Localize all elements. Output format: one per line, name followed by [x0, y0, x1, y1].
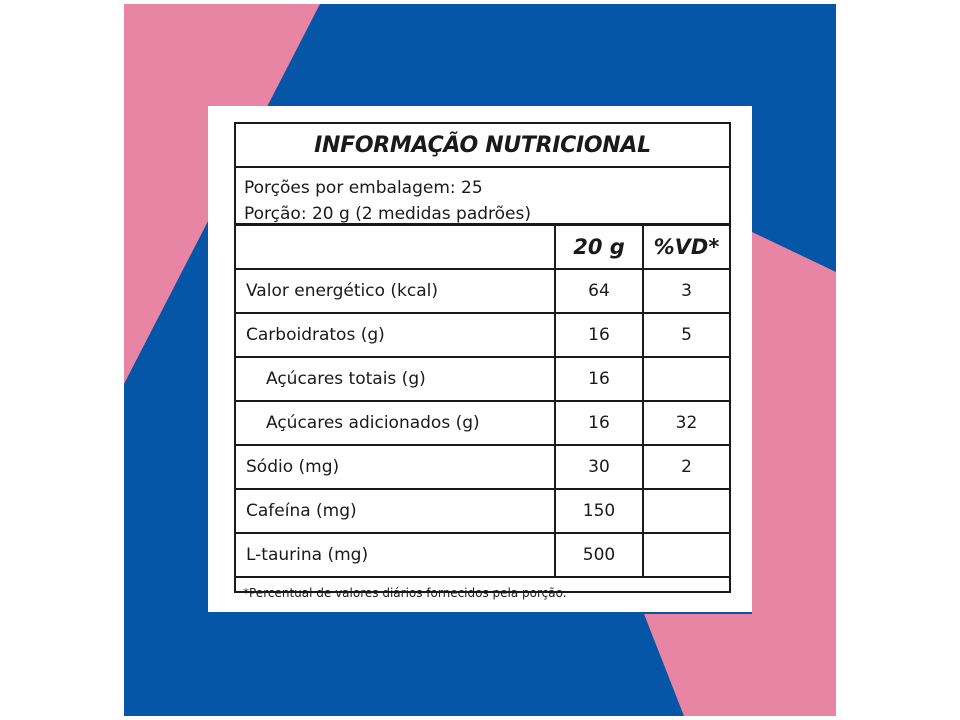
nutrient-name: Sódio (mg) — [246, 457, 340, 477]
nutrient-amount: 500 — [554, 534, 642, 576]
title-row — [236, 124, 729, 168]
nutrient-daily-value — [642, 534, 729, 576]
nutrient-daily-value: 3 — [642, 270, 729, 312]
nutrition-card — [208, 106, 752, 612]
nutrient-daily-value: 2 — [642, 446, 729, 488]
header-daily-value: %VD* — [642, 226, 729, 268]
footnote: *Percentual de valores diários fornecidos pela porção. — [243, 585, 567, 600]
nutrient-amount: 16 — [554, 402, 642, 444]
nutrient-amount: 64 — [554, 270, 642, 312]
nutrient-amount: 150 — [554, 490, 642, 532]
header-blank — [236, 226, 554, 268]
column-header-row — [236, 226, 729, 270]
serving-size: Porção: 20 g (2 medidas padrões) — [244, 204, 532, 224]
table-row — [236, 270, 729, 314]
nutrition-facts-table — [234, 122, 731, 600]
table-row — [236, 490, 729, 534]
table-title: INFORMAÇÃO NUTRICIONAL — [314, 132, 651, 158]
header-amount: 20 g — [554, 226, 642, 268]
table-row — [236, 314, 729, 358]
nutrient-daily-value — [642, 358, 729, 400]
table-row — [236, 358, 729, 402]
servings-per-package: Porções por embalagem: 25 — [244, 178, 483, 198]
nutrient-daily-value: 32 — [642, 402, 729, 444]
table-row — [236, 446, 729, 490]
nutrient-amount: 30 — [554, 446, 642, 488]
table-row — [236, 534, 729, 578]
nutrient-amount: 16 — [554, 314, 642, 356]
nutrient-daily-value: 5 — [642, 314, 729, 356]
nutrient-name: Valor energético (kcal) — [246, 281, 439, 301]
portion-info — [236, 168, 729, 226]
nutrient-name: Cafeína (mg) — [246, 501, 357, 521]
nutrient-name: Açúcares adicionados (g) — [266, 413, 480, 433]
nutrient-name: Açúcares totais (g) — [266, 369, 426, 389]
table-row — [236, 402, 729, 446]
nutrient-amount: 16 — [554, 358, 642, 400]
nutrient-name: Carboidratos (g) — [246, 325, 385, 345]
nutrient-name: L-taurina (mg) — [246, 545, 369, 565]
nutrient-daily-value — [642, 490, 729, 532]
